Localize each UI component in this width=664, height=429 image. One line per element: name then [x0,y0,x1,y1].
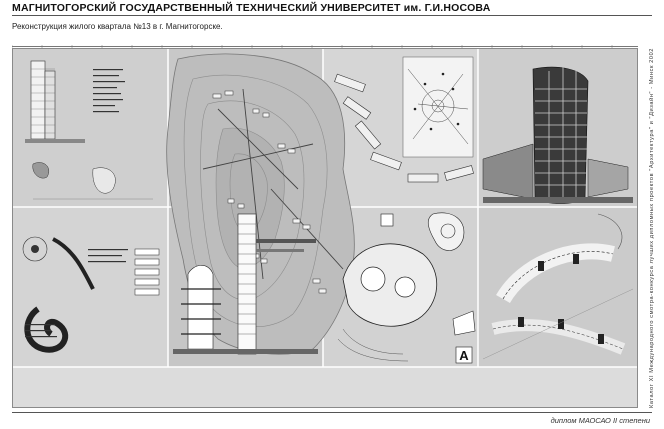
board-drawing [13,49,637,407]
university-title: МАГНИТОГОРСКИЙ ГОСУДАРСТВЕННЫЙ ТЕХНИЧЕСКИЙ УНИВЕРСИТЕТ им. Г.И.НОСОВА [12,2,491,14]
project-subtitle: Реконструкция жилого квартала №13 в г. Магнитогорске. [12,22,223,31]
board-mark [456,347,472,363]
project-board [12,48,638,408]
header-rule [12,15,652,16]
scale-ruler [12,38,638,47]
catalog-caption-text: Каталог XI Международного смотра-конкурса лучших дипломных проектов "Архитектура" и "Дизайн" - Минск 2002 [649,47,655,409]
catalog-caption [641,48,663,408]
board-mark-letter: A [459,348,469,363]
award-note: диплом МАОСАО II степени [550,416,650,425]
footer-rule [12,412,652,413]
